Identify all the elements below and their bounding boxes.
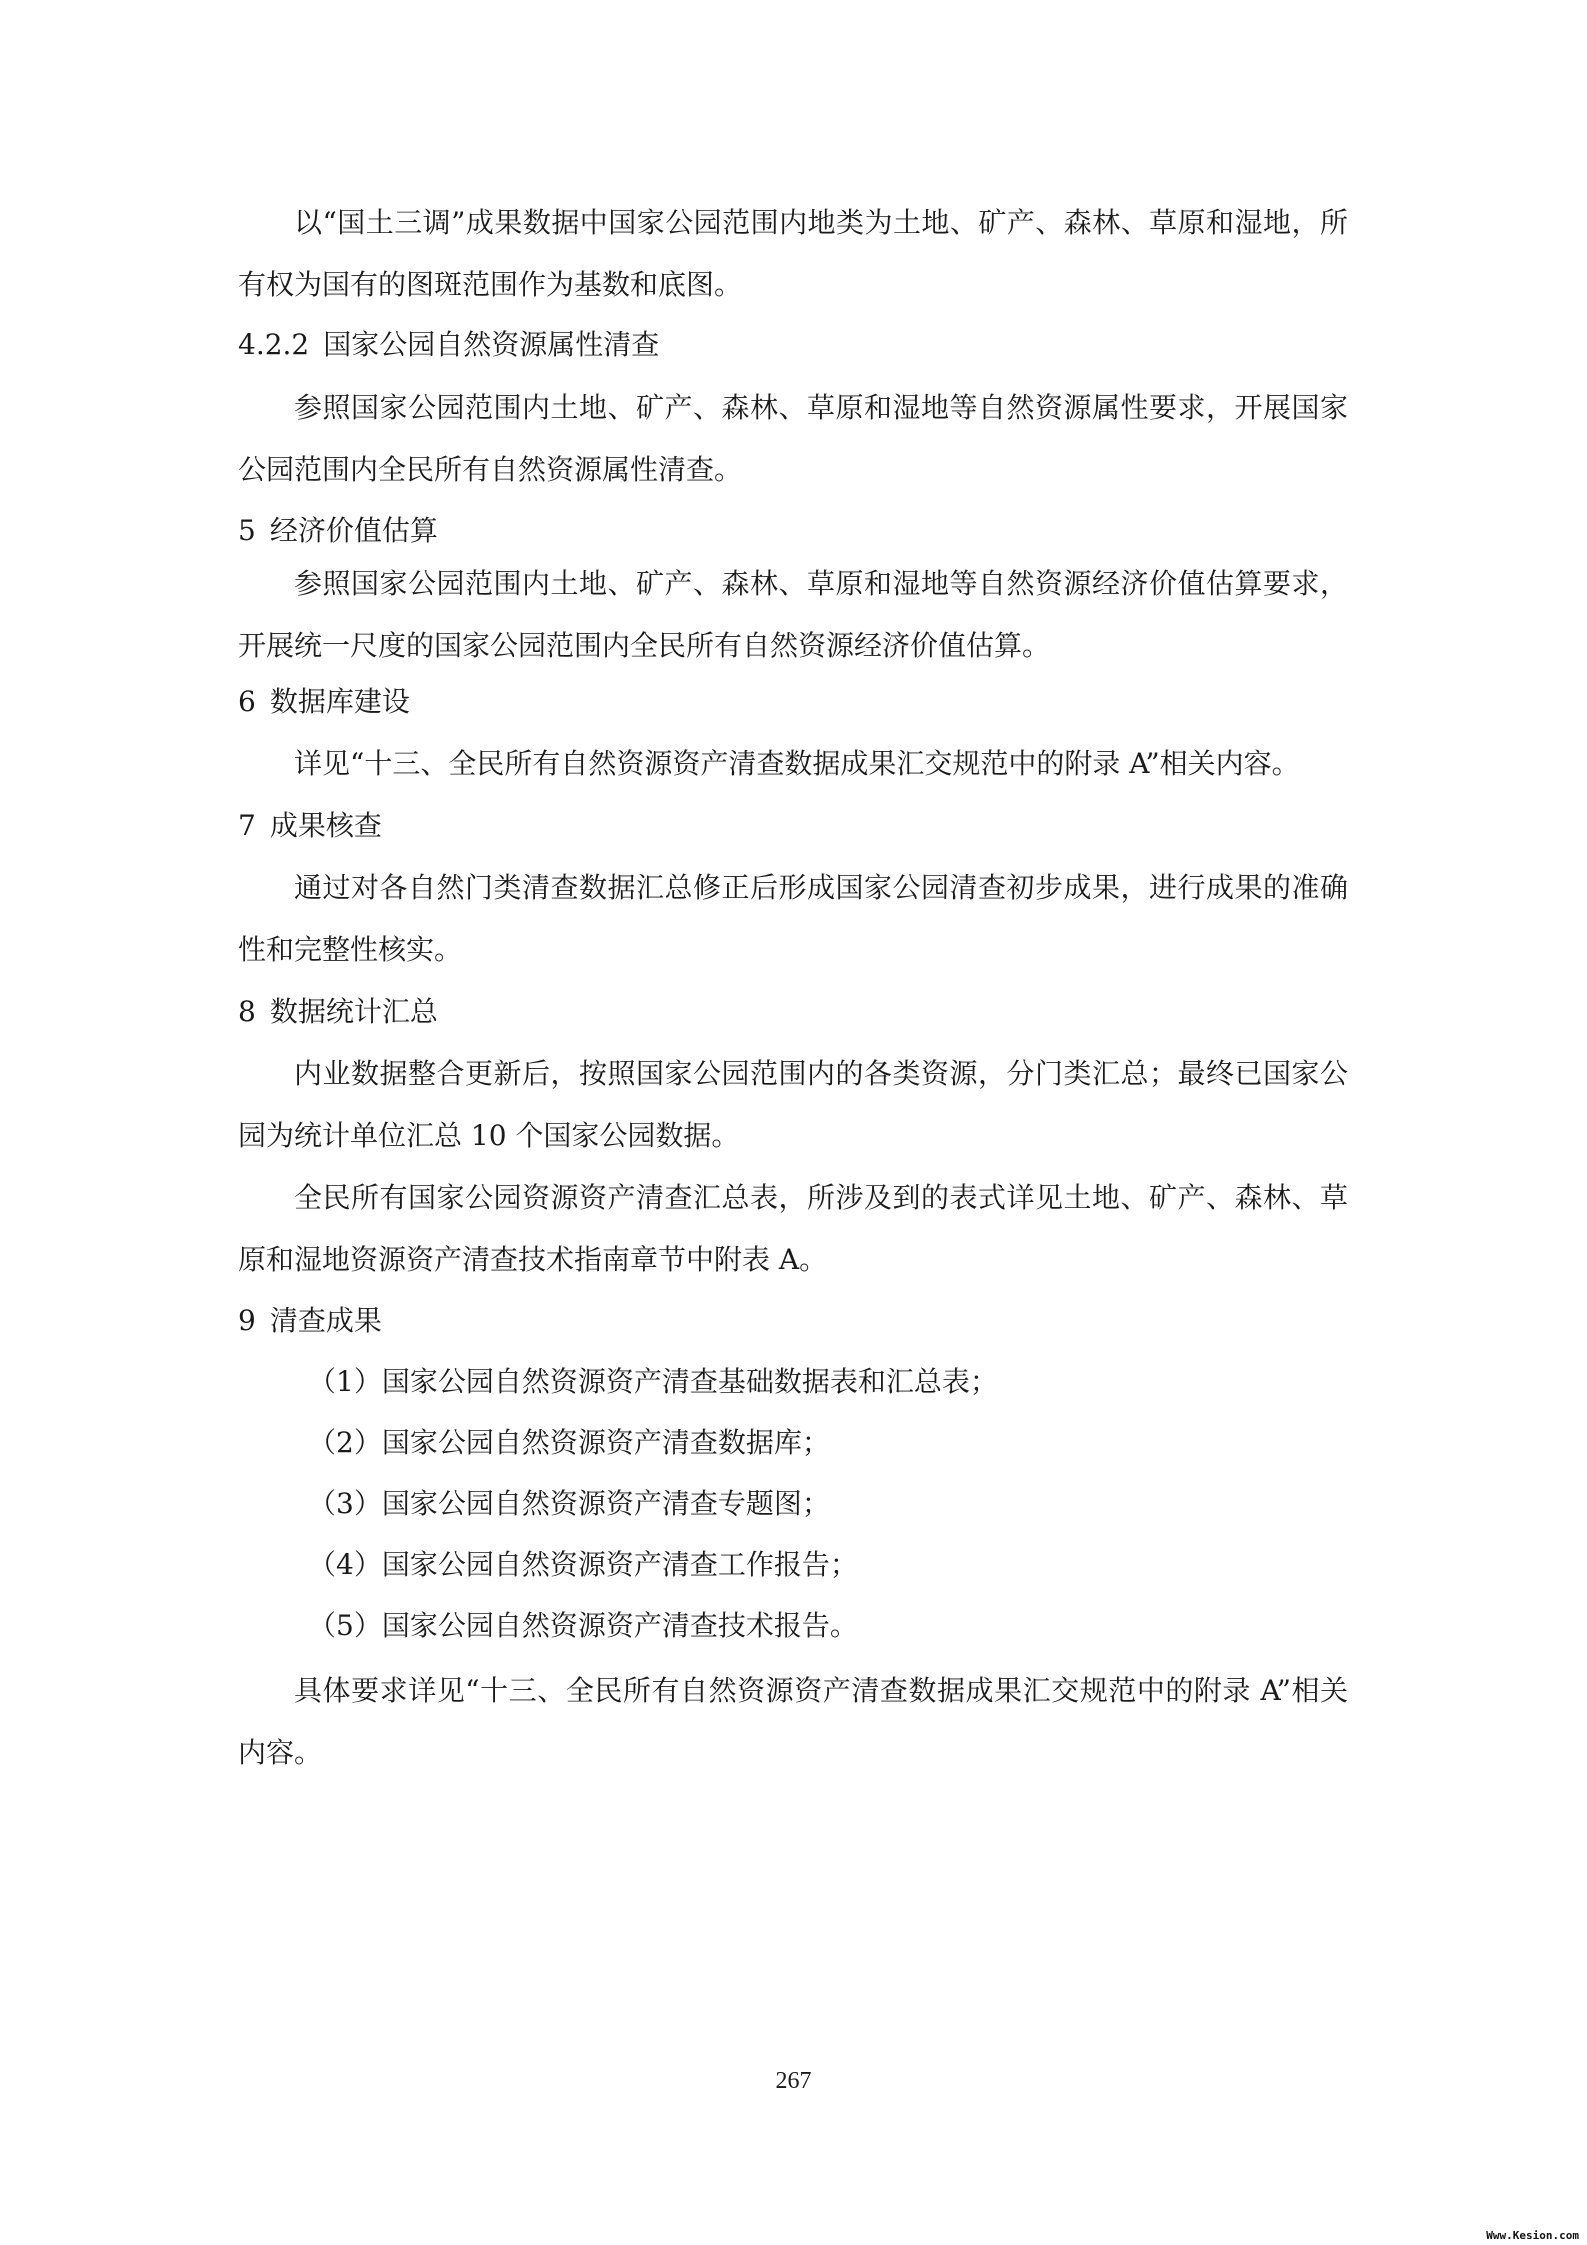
- section-title: 数据库建设: [269, 685, 410, 718]
- paragraph-economic-value: 参照国家公园范围内土地、矿产、森林、草原和湿地等自然资源经济价值估算要求，开展统一尺度的国家公园范围内全民所有自然资源经济价值估算。: [238, 567, 1348, 662]
- section-heading-7: [238, 806, 1348, 846]
- section-number: 7: [238, 809, 256, 842]
- section-heading-5: [238, 511, 1348, 551]
- section-title: 国家公园自然资源属性清查: [323, 328, 660, 361]
- paragraph-requirements: 具体要求详见“十三、全民所有自然资源资产清查数据成果汇交规范中的附录 A”相关内容。: [238, 1674, 1348, 1769]
- section-number: 6: [238, 685, 256, 718]
- section-heading-6: [238, 682, 1348, 722]
- section-heading-8: [238, 992, 1348, 1032]
- section-number: 5: [238, 514, 256, 547]
- result-list-item: （2）国家公园自然资源资产清查数据库；: [308, 1426, 830, 1459]
- paragraph-statistics: 内业数据整合更新后，按照国家公园范围内的各类资源，分门类汇总；最终已国家公园为统计单位汇总 10 个国家公园数据。: [238, 1057, 1348, 1152]
- paragraph-verification: 通过对各自然门类清查数据汇总修正后形成国家公园清查初步成果，进行成果的准确性和完整性核实。: [238, 871, 1348, 966]
- section-number: 9: [238, 1304, 256, 1337]
- section-heading-4-2-2: [238, 325, 1348, 365]
- section-title: 数据统计汇总: [269, 995, 438, 1028]
- result-list-item: （3）国家公园自然资源资产清查专题图；: [308, 1487, 830, 1520]
- result-list-item: （5）国家公园自然资源资产清查技术报告。: [308, 1609, 858, 1642]
- paragraph-summary-table: 全民所有国家公园资源资产清查汇总表，所涉及到的表式详见土地、矿产、森林、草原和湿地资源资产清查技术指南章节中附表 A。: [238, 1181, 1348, 1276]
- section-title: 清查成果: [269, 1304, 382, 1337]
- page-number: 267: [775, 2068, 812, 2094]
- paragraph-attribute-survey: 参照国家公园范围内土地、矿产、森林、草原和湿地等自然资源属性要求，开展国家公园范围内全民所有自然资源属性清查。: [238, 391, 1348, 486]
- section-number: 8: [238, 995, 256, 1028]
- watermark-text: Www.Kesion.com: [1486, 2229, 1579, 2242]
- result-list-item: （1）国家公园自然资源资产清查基础数据表和汇总表；: [308, 1365, 998, 1398]
- result-list-item: （4）国家公园自然资源资产清查工作报告；: [308, 1548, 858, 1581]
- paragraph-database: 详见“十三、全民所有自然资源资产清查数据成果汇交规范中的附录 A”相关内容。: [294, 747, 1300, 780]
- section-number: 4.2.2: [238, 328, 310, 361]
- section-title: 经济价值估算: [269, 514, 438, 547]
- section-heading-9: [238, 1301, 1348, 1341]
- section-title: 成果核查: [269, 809, 382, 842]
- paragraph-base-map: 以“国土三调”成果数据中国家公园范围内地类为土地、矿产、森林、草原和湿地，所有权为国有的图斑范围作为基数和底图。: [238, 206, 1348, 301]
